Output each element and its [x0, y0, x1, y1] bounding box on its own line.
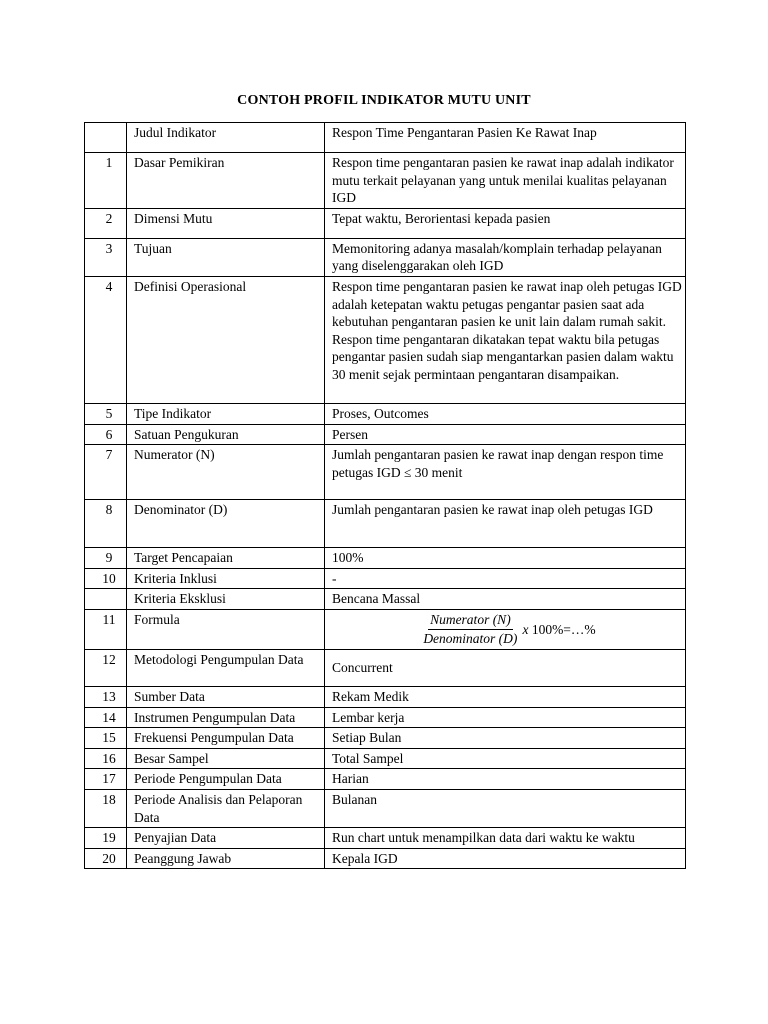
formula-numerator: Numerator (N): [428, 611, 513, 630]
table-row: [85, 424, 686, 445]
row-number: 19: [85, 828, 127, 849]
row-number: 15: [85, 728, 127, 749]
table-row: [85, 649, 686, 686]
row-label: Metodologi Pengumpulan Data: [127, 649, 325, 686]
row-number: [85, 589, 127, 610]
row-label: Periode Analisis dan Pelaporan Data: [127, 789, 325, 827]
row-value: Respon Time Pengantaran Pasien Ke Rawat Inap: [325, 123, 686, 153]
formula-cell: [325, 609, 686, 649]
row-value: -: [325, 568, 686, 589]
row-value: Jumlah pengantaran pasien ke rawat inap dengan respon time petugas IGD ≤ 30 menit: [325, 445, 686, 500]
row-value: Run chart untuk menampilkan data dari waktu ke waktu: [325, 828, 686, 849]
row-value: Rekam Medik: [325, 686, 686, 707]
row-value: Persen: [325, 424, 686, 445]
table-row: [85, 828, 686, 849]
row-label: Judul Indikator: [127, 123, 325, 153]
formula: [332, 611, 685, 648]
table-row: [85, 589, 686, 610]
indicator-profile-table: [84, 122, 686, 869]
formula-denominator: Denominator (D): [423, 630, 518, 646]
row-number: 6: [85, 424, 127, 445]
row-value: Total Sampel: [325, 748, 686, 769]
table-row: [85, 707, 686, 728]
table-row: [85, 568, 686, 589]
row-number: 18: [85, 789, 127, 827]
page-title: CONTOH PROFIL INDIKATOR MUTU UNIT: [237, 93, 531, 108]
row-number: 17: [85, 769, 127, 790]
row-number: 14: [85, 707, 127, 728]
row-label: Dasar Pemikiran: [127, 153, 325, 209]
table-row: [85, 789, 686, 827]
formula-result: 100%=…%: [531, 621, 596, 637]
table-row: [85, 769, 686, 790]
row-number: 2: [85, 208, 127, 238]
row-value: Tepat waktu, Berorientasi kepada pasien: [325, 208, 686, 238]
row-value: Proses, Outcomes: [325, 403, 686, 424]
table-row: [85, 548, 686, 569]
row-label: Besar Sampel: [127, 748, 325, 769]
row-label: Satuan Pengukuran: [127, 424, 325, 445]
table-row: [85, 500, 686, 548]
row-number: [85, 123, 127, 153]
row-number: 3: [85, 238, 127, 276]
formula-multiplier: [522, 621, 595, 639]
row-value: Harian: [325, 769, 686, 790]
row-number: 16: [85, 748, 127, 769]
row-label: Frekuensi Pengumpulan Data: [127, 728, 325, 749]
row-label: Formula: [127, 609, 325, 649]
table-row: [85, 276, 686, 403]
row-label: Periode Pengumpulan Data: [127, 769, 325, 790]
row-label: Kriteria Inklusi: [127, 568, 325, 589]
row-value: Concurrent: [325, 649, 686, 686]
row-label: Tujuan: [127, 238, 325, 276]
row-value: 100%: [325, 548, 686, 569]
table-row: [85, 748, 686, 769]
row-number: 9: [85, 548, 127, 569]
row-value: Kepala IGD: [325, 848, 686, 869]
row-label: Dimensi Mutu: [127, 208, 325, 238]
formula-x: x: [522, 621, 529, 637]
table-row: [85, 403, 686, 424]
table-row: [85, 445, 686, 500]
row-label: Sumber Data: [127, 686, 325, 707]
row-label: Peanggung Jawab: [127, 848, 325, 869]
table-row: [85, 728, 686, 749]
table-row: [85, 609, 686, 649]
row-label: Instrumen Pengumpulan Data: [127, 707, 325, 728]
row-value: Lembar kerja: [325, 707, 686, 728]
row-label: Penyajian Data: [127, 828, 325, 849]
table-row: [85, 848, 686, 869]
row-number: 5: [85, 403, 127, 424]
row-number: 7: [85, 445, 127, 500]
row-number: 12: [85, 649, 127, 686]
row-value: Setiap Bulan: [325, 728, 686, 749]
row-value: Respon time pengantaran pasien ke rawat inap adalah indikator mutu terkait pelayanan yang untuk menilai kualitas pelayanan IGD: [325, 153, 686, 209]
row-label: Tipe Indikator: [127, 403, 325, 424]
row-number: 10: [85, 568, 127, 589]
row-number: 13: [85, 686, 127, 707]
row-number: 4: [85, 276, 127, 403]
row-label: Target Pencapaian: [127, 548, 325, 569]
table-row: [85, 238, 686, 276]
row-value: Bulanan: [325, 789, 686, 827]
row-label: Definisi Operasional: [127, 276, 325, 403]
row-number: 11: [85, 609, 127, 649]
row-value: Jumlah pengantaran pasien ke rawat inap oleh petugas IGD: [325, 500, 686, 548]
row-number: 20: [85, 848, 127, 869]
row-value: Memonitoring adanya masalah/komplain terhadap pelayanan yang diselenggarakan oleh IGD: [325, 238, 686, 276]
table-row: [85, 208, 686, 238]
row-label: Denominator (D): [127, 500, 325, 548]
row-number: 1: [85, 153, 127, 209]
table-row: [85, 123, 686, 153]
row-number: 8: [85, 500, 127, 548]
row-label: Kriteria Eksklusi: [127, 589, 325, 610]
table-row: [85, 686, 686, 707]
row-label: Numerator (N): [127, 445, 325, 500]
formula-fraction: [421, 611, 519, 648]
row-value: Bencana Massal: [325, 589, 686, 610]
row-value: Respon time pengantaran pasien ke rawat inap oleh petugas IGD adalah ketepatan waktu petugas pengantar pasien saat ada kebutuhan pengantaran pasien ke unit lain dalam rumah sakit. Respon time pengantaran dikatakan tepat waktu bila petugas pengantar pasien sudah siap mengantarkan pasien dalam waktu 30 menit sejak permintaan pengantaran disampaikan.: [325, 276, 686, 403]
table-row: [85, 153, 686, 209]
